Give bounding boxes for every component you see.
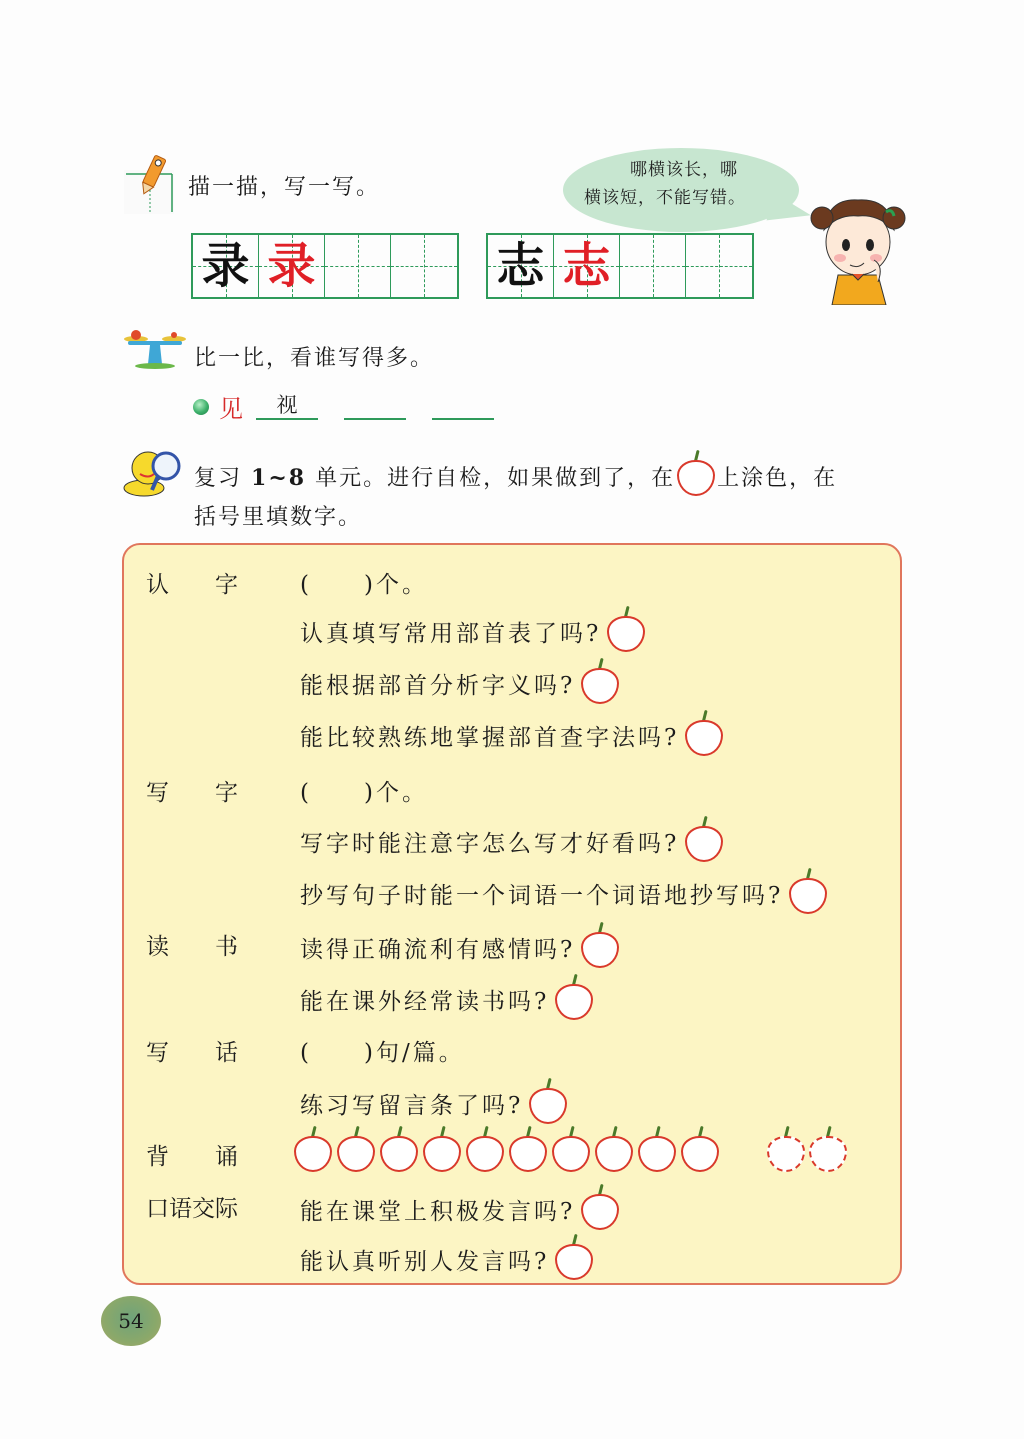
apple-checkbox[interactable] (581, 658, 619, 704)
category-label: 写 字 (146, 780, 238, 806)
compare-section-title: 比一比，看谁写得多。 (194, 346, 435, 371)
empty-write-cell[interactable] (620, 235, 686, 297)
balance-scale-icon (122, 330, 188, 370)
empty-write-cell[interactable] (391, 235, 457, 297)
apple-checkbox[interactable] (581, 1184, 619, 1230)
magnifier-mascot-icon (122, 446, 188, 500)
empty-write-cell[interactable] (325, 235, 391, 297)
trace-char-cell[interactable]: 志 (554, 235, 620, 297)
check-item: 能根据部首分析字义吗? (300, 664, 619, 710)
apple-checkbox[interactable] (685, 816, 723, 862)
apple-checkbox[interactable] (466, 1126, 504, 1172)
recite-apples-row (294, 1126, 847, 1172)
apple-checkbox-optional[interactable] (809, 1126, 847, 1172)
speech-bubble-tail (766, 194, 813, 234)
count-fill-blank[interactable]: ( )个。 (300, 780, 428, 806)
apple-checkbox[interactable] (337, 1126, 375, 1172)
review-instruction-line2: 括号里填数字。 (194, 505, 363, 530)
apple-checkbox[interactable] (555, 974, 593, 1020)
pencil-writing-icon (122, 152, 178, 214)
apple-checkbox[interactable] (555, 1234, 593, 1280)
base-char: 见 (219, 395, 243, 423)
apple-checkbox[interactable] (685, 710, 723, 756)
count-fill-blank[interactable]: ( )句/篇。 (300, 1040, 465, 1066)
word-blank-1[interactable]: 视 (256, 392, 318, 420)
check-item: 能认真听别人发言吗? (300, 1240, 593, 1286)
apple-icon (677, 450, 715, 496)
trace-grid-2 (486, 233, 754, 299)
check-item: 能在课堂上积极发言吗? (300, 1190, 619, 1236)
review-instruction-line1: 复习 1~8 单元。进行自检，如果做到了，在 上涂色，在 (194, 456, 837, 502)
girl-thinking-illustration (808, 190, 908, 305)
trace-section-title: 描一描，写一写。 (188, 175, 381, 200)
trace-grid-1 (191, 233, 459, 299)
apple-checkbox[interactable] (380, 1126, 418, 1172)
check-item: 能比较熟练地掌握部首查字法吗? (300, 716, 723, 762)
apple-checkbox[interactable] (681, 1126, 719, 1172)
bullet-dot-icon (193, 399, 209, 415)
check-item: 能在课外经常读书吗? (300, 980, 593, 1026)
category-label: 认 字 (146, 572, 238, 598)
apple-checkbox[interactable] (423, 1126, 461, 1172)
apple-checkbox-optional[interactable] (767, 1126, 805, 1172)
apple-checkbox[interactable] (789, 868, 827, 914)
category-label: 背 诵 (146, 1144, 238, 1170)
category-label: 读 书 (146, 934, 238, 960)
page-number: 54 (101, 1296, 161, 1346)
trace-char-cell[interactable]: 录 (259, 235, 325, 297)
apple-checkbox[interactable] (552, 1126, 590, 1172)
apple-checkbox[interactable] (294, 1126, 332, 1172)
check-item: 练习写留言条了吗? (300, 1084, 567, 1130)
count-fill-blank[interactable]: ( )个。 (300, 572, 428, 598)
apple-checkbox[interactable] (509, 1126, 547, 1172)
model-char-cell: 志 (488, 235, 554, 297)
model-char-cell: 录 (193, 235, 259, 297)
apple-checkbox[interactable] (529, 1078, 567, 1124)
apple-checkbox[interactable] (595, 1126, 633, 1172)
check-item: 抄写句子时能一个词语一个词语地抄写吗? (300, 874, 827, 920)
speech-bubble-line2: 横该短，不能写错。 (584, 188, 746, 208)
empty-write-cell[interactable] (686, 235, 752, 297)
speech-bubble-line1: 哪横该长，哪 (630, 160, 738, 180)
apple-checkbox[interactable] (607, 606, 645, 652)
category-label: 口语交际 (146, 1196, 238, 1222)
check-item: 写字时能注意字怎么写才好看吗? (300, 822, 723, 868)
apple-checkbox[interactable] (638, 1126, 676, 1172)
category-label: 写 话 (146, 1040, 238, 1066)
word-blank-3[interactable] (432, 392, 494, 420)
check-item: 读得正确流利有感情吗? (300, 928, 619, 974)
word-blank-2[interactable] (344, 392, 406, 420)
apple-checkbox[interactable] (581, 922, 619, 968)
check-item: 认真填写常用部首表了吗? (300, 612, 645, 658)
